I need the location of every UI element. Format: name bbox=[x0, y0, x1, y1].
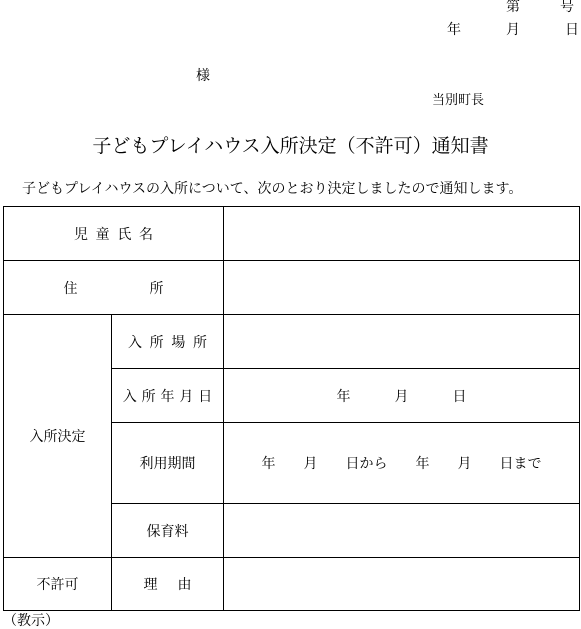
fee-label-cell bbox=[112, 504, 224, 558]
admission-date-label-cell bbox=[112, 369, 224, 423]
reason-field[interactable] bbox=[224, 558, 580, 611]
rejection-label-cell bbox=[4, 558, 112, 611]
admission-day-label: 日 bbox=[452, 388, 467, 405]
table-row bbox=[4, 207, 580, 261]
intro-text: 子どもプレイハウスの入所について、次のとおり決定しましたので通知します。 bbox=[22, 181, 523, 197]
reason-label-cell bbox=[112, 558, 224, 611]
table-row bbox=[4, 261, 580, 315]
fee-label: 保育料 bbox=[146, 523, 189, 540]
child-name-field[interactable] bbox=[224, 207, 580, 261]
addressee-suffix: 様 bbox=[196, 68, 210, 84]
admission-month-label: 月 bbox=[394, 388, 409, 405]
reason-label-second: 由 bbox=[177, 577, 192, 593]
number-go-label: 号 bbox=[560, 0, 574, 15]
rejection-label: 不許可 bbox=[36, 577, 79, 593]
decision-form-table bbox=[3, 206, 580, 611]
period-from-year: 年 bbox=[261, 456, 276, 472]
period-field[interactable] bbox=[224, 423, 580, 504]
child-name-label-cell bbox=[4, 207, 224, 261]
period-label-cell bbox=[112, 423, 224, 504]
period-from-day: 日から bbox=[345, 456, 388, 472]
admission-date-field[interactable] bbox=[224, 369, 580, 423]
header-day-label: 日 bbox=[565, 22, 579, 38]
place-label: 入所場所 bbox=[127, 334, 215, 351]
period-to-year: 年 bbox=[415, 456, 430, 472]
address-label-first: 住 bbox=[63, 280, 78, 297]
admission-decision-label-cell bbox=[4, 315, 112, 558]
place-label-cell bbox=[112, 315, 224, 369]
fee-field[interactable] bbox=[224, 504, 580, 558]
admission-year-label: 年 bbox=[336, 388, 351, 405]
number-dai-label: 第 bbox=[506, 0, 520, 15]
table-row bbox=[4, 315, 580, 369]
period-label: 利用期間 bbox=[139, 456, 196, 472]
place-field[interactable] bbox=[224, 315, 580, 369]
header-year-label: 年 bbox=[447, 22, 461, 38]
period-to-day: 日まで bbox=[499, 456, 542, 472]
issuer-label: 当別町長 bbox=[432, 93, 485, 108]
address-field[interactable] bbox=[224, 261, 580, 315]
address-label-cell bbox=[4, 261, 224, 315]
document-title: 子どもプレイハウス入所決定（不許可）通知書 bbox=[92, 135, 489, 157]
header-month-label: 月 bbox=[506, 22, 520, 38]
period-from-month: 月 bbox=[303, 456, 318, 472]
address-label-second: 所 bbox=[149, 280, 164, 297]
instruction-note: （教示） bbox=[3, 613, 59, 629]
admission-decision-label: 入所決定 bbox=[29, 429, 86, 445]
period-to-month: 月 bbox=[457, 456, 472, 472]
table-row bbox=[4, 558, 580, 611]
child-name-label: 児童氏名 bbox=[73, 226, 161, 243]
reason-label-first: 理 bbox=[143, 577, 158, 593]
admission-date-label: 入所年月日 bbox=[122, 388, 218, 405]
